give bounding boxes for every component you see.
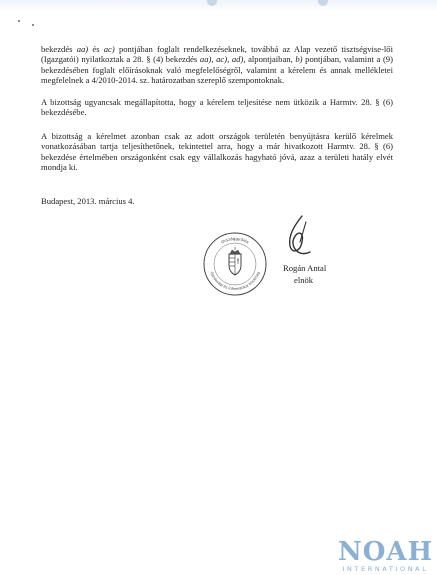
noah-international-logo [338,537,434,574]
text-run: alpontjaiban, [245,54,296,65]
seal-text-top: Országgyűlés [220,235,250,245]
text-run: aa), ac), ad), [199,54,246,65]
document-body-continued [41,131,393,173]
paragraph-3: A bizottság a kérelmet azonban csak az adott országok területén benyújtásra kerülő kérelmek vonatkozásában tartja teljesíthetőnek, tekintettel arra, hogy a már hivatkozott Harmtv. 28. § (6) bekezdése értelmében országonként csak egy vállalkozás hagyható jóvá, azaz a területi hatály elvét mondja ki. [41,131,393,173]
coat-of-arms-icon [229,247,241,275]
seal-text-bottom: Gazdasági és informatikai bizottság [209,271,261,292]
text-run: és [88,44,104,54]
logo-word: NOAH [338,537,434,567]
text-run: pontjában, valamint a (9) bekezdésében foglalt előírásoknak való megfelelőségről, valamint a kérelem és annak mellékletei megfelelnek a 4/2010-2014. sz. határozatban szereplő szempontoknak. [41,54,393,86]
scan-dot [18,20,20,22]
date-line: Budapest, 2013. március 4. [41,196,135,206]
signer-title: elnök [294,275,314,285]
text-run: ac) [103,44,115,54]
scan-mark [207,0,217,6]
text-run: bekezdés [41,44,77,54]
top-scan-strip [0,0,437,12]
signer-name: Rogán Antal [283,263,327,273]
official-seal [201,230,269,298]
logo-subtitle: INTERNATIONAL [342,565,429,573]
text-run: aa) [76,44,89,54]
text-run: pontjában foglalt rendelkezéseknek, továbbá az Alap vezető tisztségvise-lői (Igazgatói) nyilatkoztak a 28. § (4) bekezdés [41,44,393,65]
signature-mark [280,212,320,262]
paragraph-1 [41,44,393,86]
svg-text:Országgyűlés [220,236,250,245]
document-body [41,44,393,127]
paragraph-2: A bizottság ugyancsak megállapította, hogy a kérelem teljesítése nem ütközik a Harmtv. 28. § (6) bekezdésébe. [41,96,393,118]
text-run: b) [295,54,303,65]
scan-mark [318,0,328,6]
scan-dot [32,24,34,26]
